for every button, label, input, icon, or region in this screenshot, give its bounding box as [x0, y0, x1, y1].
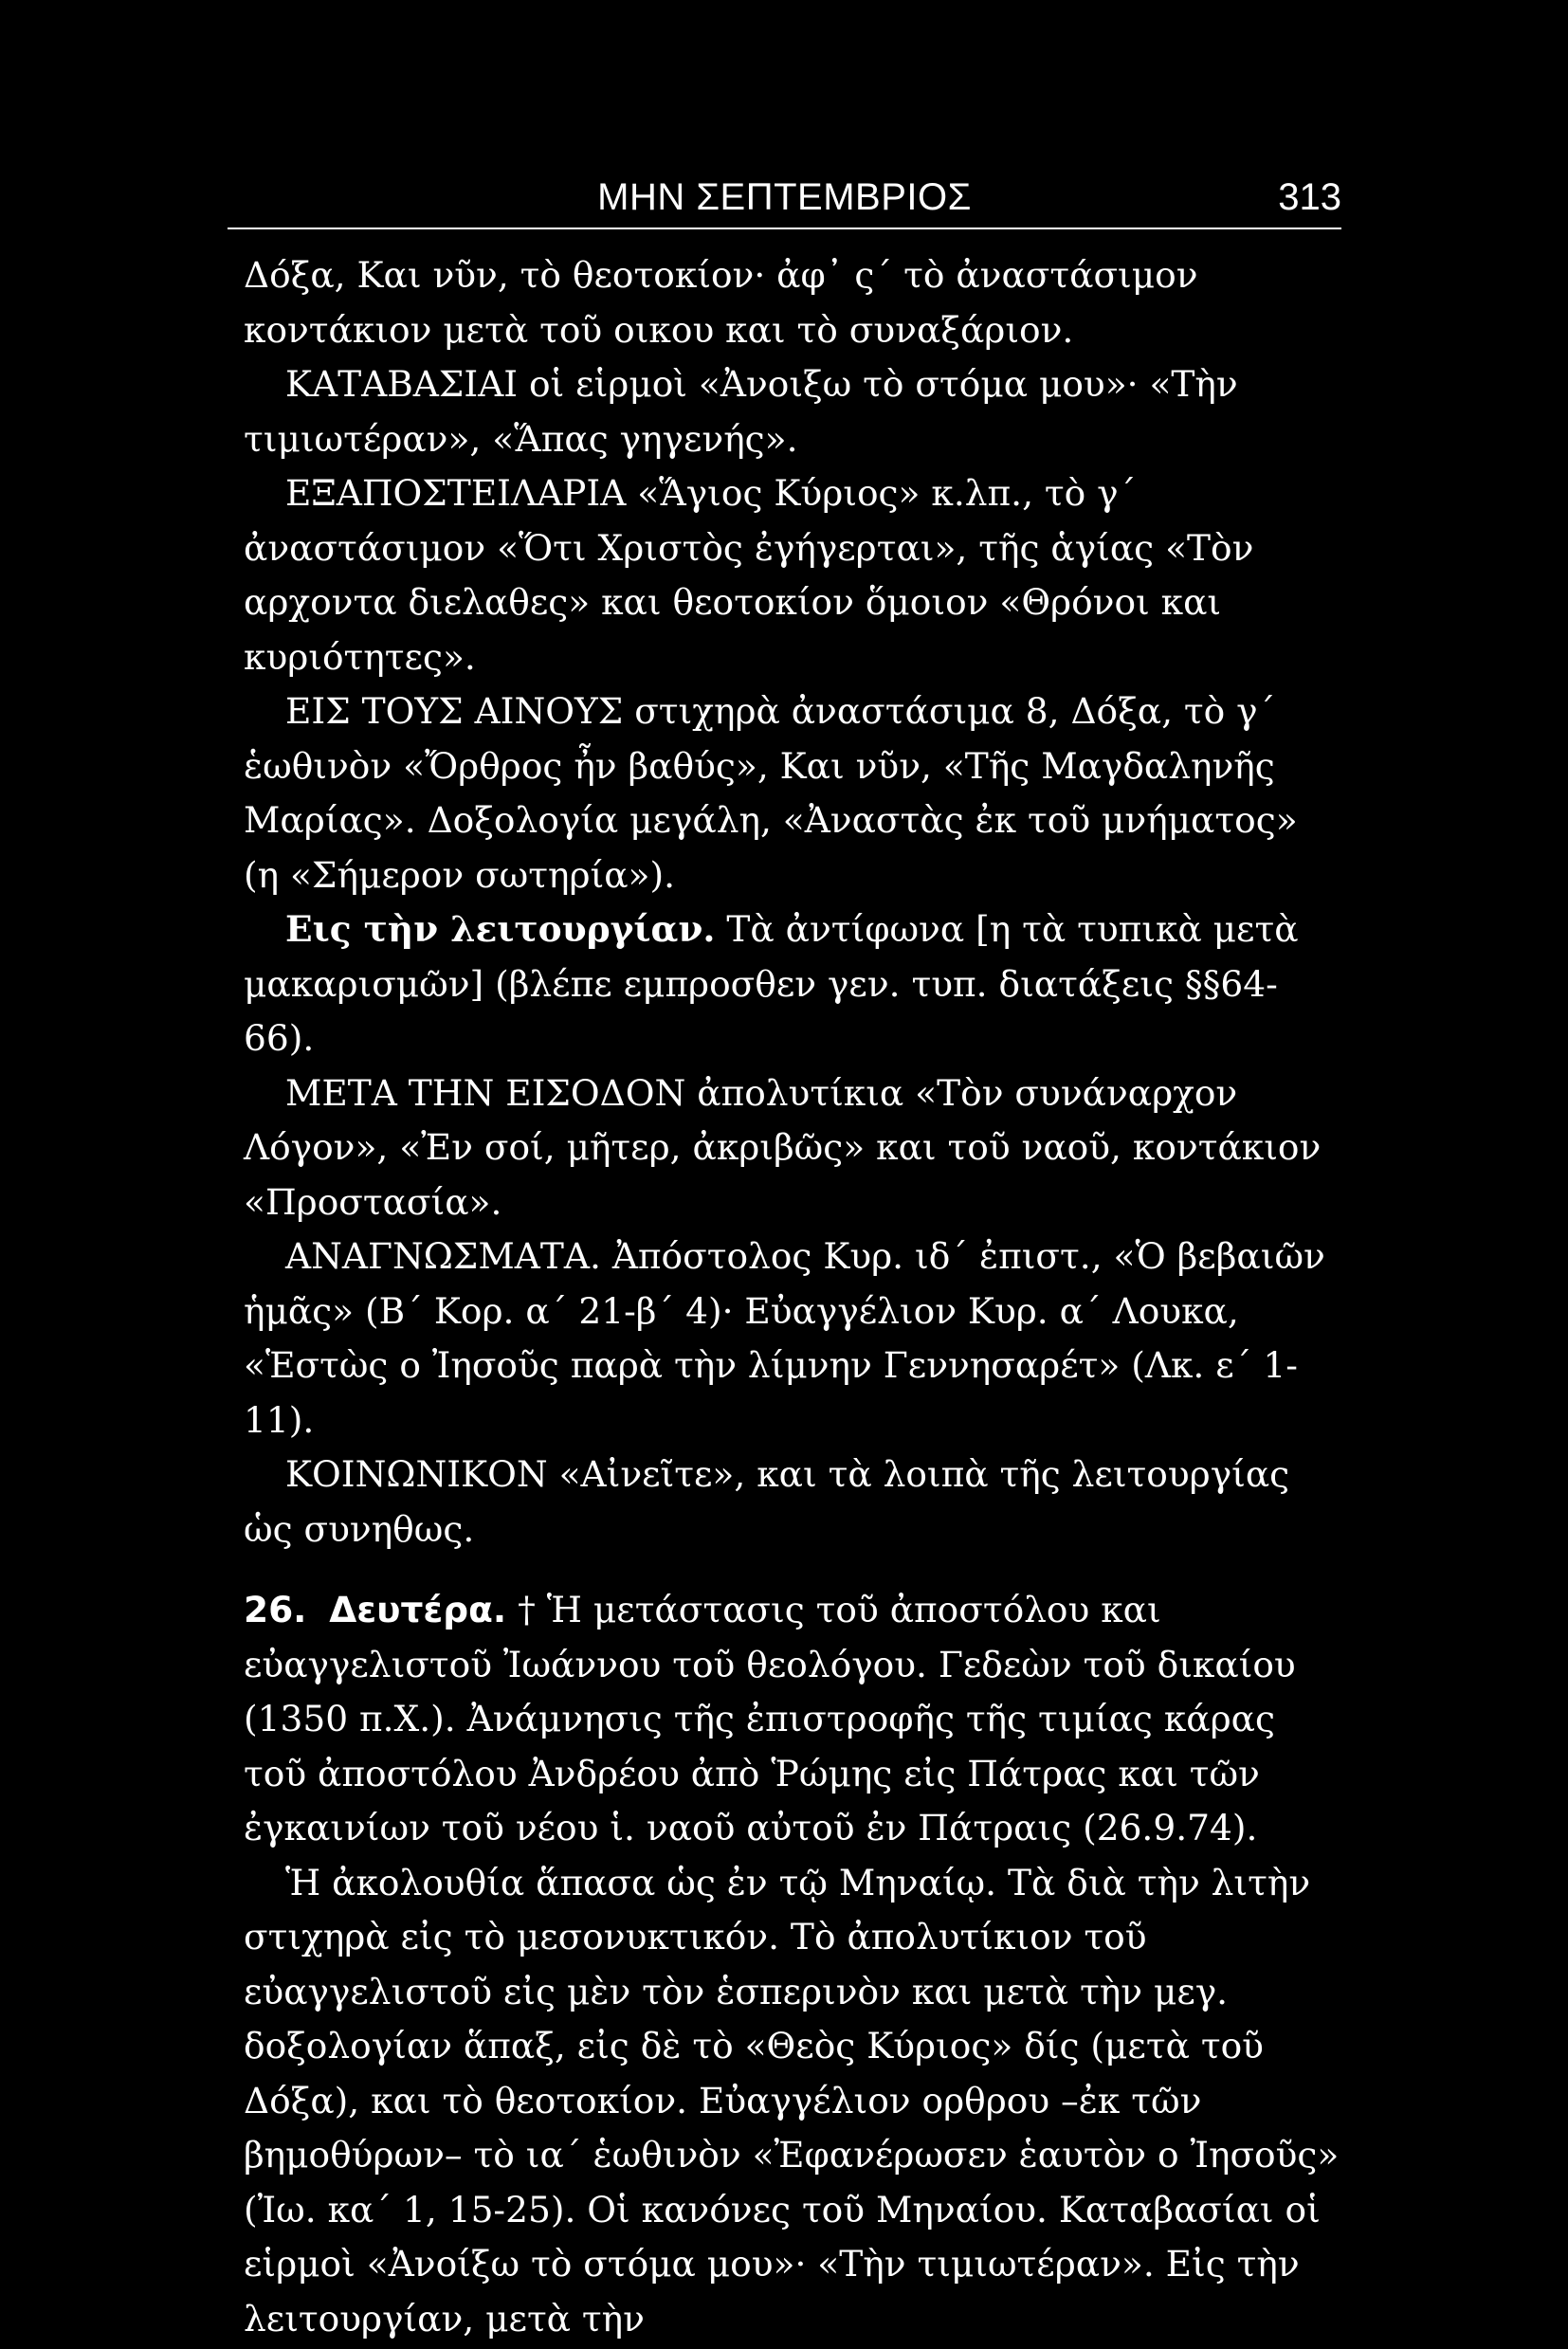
day-number: 26.	[244, 1589, 307, 1630]
paragraph-doxa: Δόξα, Και νῦν, τὸ θεοτοκίον· ἀφ᾽ ς´ τὸ ἀναστάσιμον κοντάκιον μετὰ τοῦ οικου και τὸ συναξάριον.	[244, 254, 1198, 351]
header-rule	[228, 228, 1341, 229]
running-header-title: ΜΗΝ ΣΕΠΤΕΜΒΡΙΟΣ	[597, 176, 972, 218]
day-name: Δευτέρα.	[329, 1589, 507, 1630]
page-number: 313	[1278, 176, 1341, 218]
paragraph-eisodos: ΜΕΤΑ ΤΗΝ ΕΙΣΟΔΟΝ ἀπολυτίκια «Τὸν συνάναρχον Λόγον», «Ἐν σοί, μῆτερ, ἀκριβῶς» και τοῦ ναοῦ, κοντάκιον «Προστασία».	[244, 1071, 1322, 1223]
monday-entry-block	[244, 1583, 1341, 2346]
paragraph-ainoi: ΕΙΣ ΤΟΥΣ ΑΙΝΟΥΣ στιχηρὰ ἀναστάσιμα 8, Δόξα, τὸ γ´ ἑωθινὸν «Ὄρθρος ἦν βαθύς», Και νῦν, «Τῆς Μαγδαληνῆς Μαρίας». Δοξολογία μεγάλη, «Ἀναστὰς ἐκ τοῦ μνήματος» (η «Σήμερον σωτηρία»).	[244, 690, 1298, 896]
paragraph-akolouthia: Ἡ ἀκολουθία ἅπασα ὡς ἐν τῷ Μηναίῳ. Τὰ διὰ τὴν λιτὴν στιχηρὰ εἰς τὸ μεσονυκτικόν. Τὸ ἀπολυτίκιον τοῦ εὐαγγελιστοῦ εἰς μὲν τὸν ἑσπερινὸν και μετὰ τὴν μεγ. δοξολογίαν ἅπαξ, εἰς δὲ τὸ «Θεὸς Κύριος» δίς (μετὰ τοῦ Δόξα), και τὸ θεοτοκίον. Εὐαγγέλιον ορθρου –ἐκ τῶν βημοθύρων– τὸ ια´ ἑωθινὸν «Ἐφανέρωσεν ἑαυτὸν ο Ἰησοῦς» (Ἰω. κα´ 1, 15-25). Οἱ κανόνες τοῦ Μηναίου. Καταβασίαι οἱ εἱρμοὶ «Ἀνοίξω τὸ στόμα μου»· «Τὴν τιμιωτέραν». Εἰς τὴν λειτουργίαν, μετὰ τὴν	[244, 1861, 1340, 2340]
day-commemoration: † Ἡ μετάστασις τοῦ ἀποστόλου και εὐαγγελιστοῦ Ἰωάννου τοῦ θεολόγου. Γεδεὼν τοῦ δικαίου (1350 π.Χ.). Ἀνάμνησις τῆς ἐπιστροφῆς τῆς τιμίας κάρας τοῦ ἀποστόλου Ἀνδρέου ἀπὸ Ῥώμης εἰς Πάτρας και τῶν ἐγκαινίων τοῦ νέου ἱ. ναοῦ αὐτοῦ ἐν Πάτραις (26.9.74).	[244, 1589, 1296, 1848]
liturgy-text: Τὰ ἀντίφωνα [η τὰ τυπικὰ μετὰ μακαρισμῶν] (βλέπε εμπροσθεν γεν. τυπ. διατάξεις §§64-66).	[244, 908, 1299, 1059]
page-body	[244, 248, 1341, 2346]
paragraph-koinonikon: ΚΟΙΝΩΝΙΚΟΝ «Αἰνεῖτε», και τὰ λοιπὰ τῆς λειτουργίας ὡς συνηθως.	[244, 1453, 1290, 1550]
paragraph-anagnosmata: ΑΝΑΓΝΩΣΜΑΤΑ. Ἀπόστολος Κυρ. ιδ´ ἐπιστ., «Ὁ βεβαιῶν ἡμᾶς» (Β´ Κορ. α´ 21-β´ 4)· Εὐαγγέλιον Κυρ. α´ Λουκα, «Ἑστὼς ο Ἰησοῦς παρὰ τὴν λίμνην Γεννησαρέτ» (Λκ. ε´ 1-11).	[244, 1235, 1325, 1441]
paragraph-liturgy	[244, 902, 1341, 1066]
sunday-service-block	[244, 248, 1341, 1557]
running-header	[228, 171, 1341, 228]
paragraph-katavasiai: ΚΑΤΑΒΑΣΙΑΙ οἱ εἱρμοὶ «Ἀνοιξω τὸ στόμα μου»· «Τὴν τιμιωτέραν», «Ἅπας γηγενής».	[244, 363, 1238, 460]
paragraph-exapostilaria: ΕΞΑΠΟΣΤΕΙΛΑΡΙΑ «Ἅγιος Κύριος» κ.λπ., τὸ γ´ ἀναστάσιμον «Ὅτι Χριστὸς ἐγήγερται», τῆς ἁγίας «Τὸν αρχοντα διελαθες» και θεοτοκίον ὅμοιον «Θρόνοι και κυριότητες».	[244, 472, 1254, 678]
liturgy-label: Εις τὴν λειτουργίαν.	[285, 908, 716, 950]
paragraph-day-heading	[244, 1583, 1341, 1856]
